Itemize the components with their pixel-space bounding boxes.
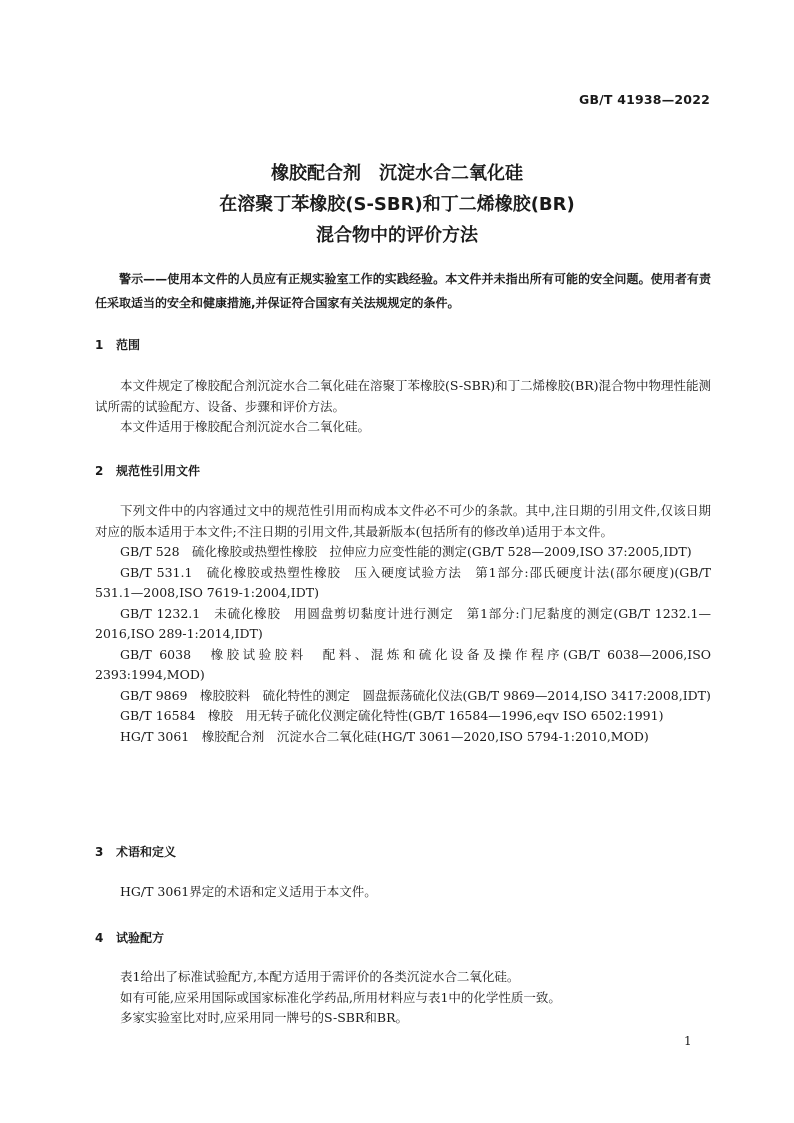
title-line-2: 在溶聚丁苯橡胶(S-SBR)和丁二烯橡胶(BR) xyxy=(219,194,575,215)
section-number: 1 xyxy=(95,338,104,352)
document-title xyxy=(0,158,794,251)
section-3-heading xyxy=(95,843,176,860)
reference-item: HG/T 3061 橡胶配合剂 沉淀水合二氧化硅(HG/T 3061—2020,ISO 5794-1:2010,MOD) xyxy=(120,728,649,744)
paragraph: HG/T 3061界定的术语和定义适用于本文件。 xyxy=(120,884,377,899)
section-4-heading xyxy=(95,929,164,946)
title-line-1: 橡胶配合剂 沉淀水合二氧化硅 xyxy=(271,163,523,184)
section-1-heading xyxy=(95,336,140,353)
section-4-body xyxy=(95,967,711,1029)
section-2-heading xyxy=(95,462,200,479)
reference-item: GB/T 6038 橡胶试验胶料 配料、混炼和硫化设备及操作程序(GB/T 6038—2006,ISO 2393:1994,MOD) xyxy=(95,646,711,682)
reference-item: GB/T 531.1 硫化橡胶或热塑性橡胶 压入硬度试验方法 第1部分:邵氏硬度计法(邵尔硬度)(GB/T 531.1—2008,ISO 7619-1:2004,IDT) xyxy=(95,564,711,600)
section-title: 规范性引用文件 xyxy=(116,464,201,478)
section-number: 2 xyxy=(95,464,104,478)
section-number: 3 xyxy=(95,845,104,859)
warning-notice: 警示——使用本文件的人员应有正规实验室工作的实践经验。本文件并未指出所有可能的安全问题。使用者有责任采取适当的安全和健康措施,并保证符合国家有关法规规定的条件。 xyxy=(95,272,711,310)
section-title: 范围 xyxy=(116,338,141,352)
paragraph: 下列文件中的内容通过文中的规范性引用而构成本文件必不可少的条款。其中,注日期的引用文件,仅该日期对应的版本适用于本文件;不注日期的引用文件,其最新版本(包括所有的修改单)适用于本文件。 xyxy=(95,503,711,539)
paragraph: 本文件适用于橡胶配合剂沉淀水合二氧化硅。 xyxy=(120,419,371,434)
paragraph: 如有可能,应采用国际或国家标准化学药品,所用材料应与表1中的化学性质一致。 xyxy=(120,989,561,1005)
title-line-3: 混合物中的评价方法 xyxy=(316,225,478,246)
standard-code: GB/T 41938—2022 xyxy=(578,92,710,107)
section-number: 4 xyxy=(95,931,104,945)
reference-item: GB/T 16584 橡胶 用无转子硫化仪测定硫化特性(GB/T 16584—1996,eqv ISO 6502:1991) xyxy=(120,708,664,723)
section-1-body xyxy=(95,376,711,438)
section-title: 术语和定义 xyxy=(116,845,177,859)
section-2-body xyxy=(95,501,711,747)
section-3-body xyxy=(95,882,711,903)
paragraph: 表1给出了标准试验配方,本配方适用于需评价的各类沉淀水合二氧化硅。 xyxy=(120,969,520,984)
section-title: 试验配方 xyxy=(116,931,165,945)
reference-item: GB/T 9869 橡胶胶料 硫化特性的测定 圆盘振荡硫化仪法(GB/T 9869—2014,ISO 3417:2008,IDT) xyxy=(120,687,711,703)
reference-item: GB/T 528 硫化橡胶或热塑性橡胶 拉伸应力应变性能的测定(GB/T 528—2009,ISO 37:2005,IDT) xyxy=(120,544,692,559)
paragraph: 多家实验室比对时,应采用同一牌号的S-SBR和BR。 xyxy=(120,1010,408,1025)
reference-item: GB/T 1232.1 未硫化橡胶 用圆盘剪切黏度计进行测定 第1部分:门尼黏度的测定(GB/T 1232.1—2016,ISO 289-1:2014,IDT) xyxy=(95,605,711,641)
page-number: 1 xyxy=(684,1034,692,1048)
paragraph: 本文件规定了橡胶配合剂沉淀水合二氧化硅在溶聚丁苯橡胶(S-SBR)和丁二烯橡胶(BR)混合物中物理性能测试所需的试验配方、设备、步骤和评价方法。 xyxy=(95,378,712,414)
